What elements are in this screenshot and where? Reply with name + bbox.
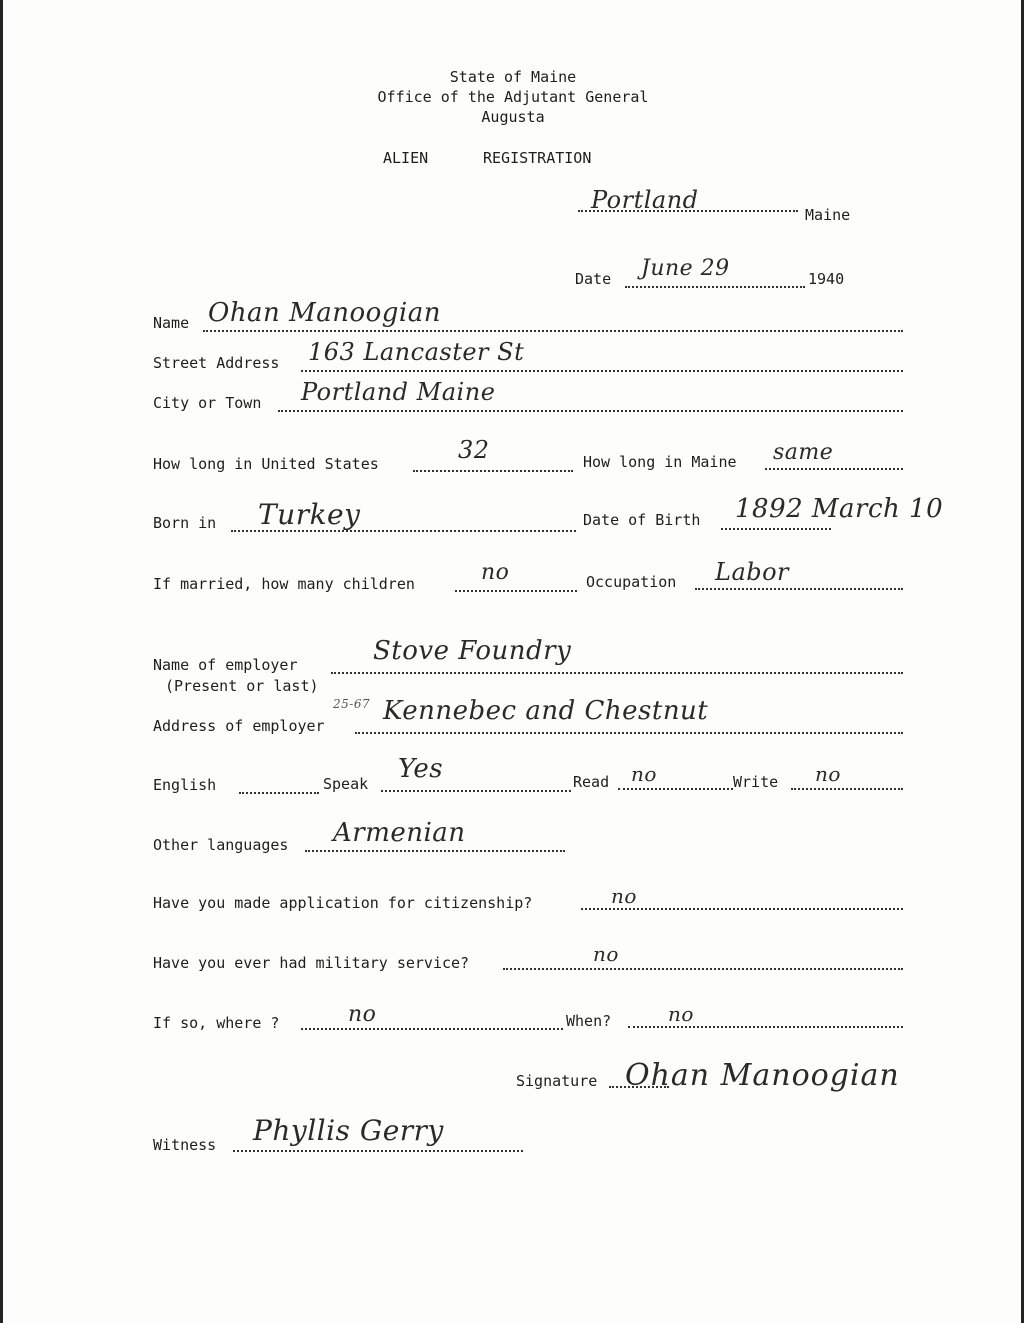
when-value: no xyxy=(668,1002,694,1026)
date-label: Date xyxy=(575,270,612,288)
born-label: Born in xyxy=(153,514,217,532)
military-dots xyxy=(503,952,903,970)
citizenship-value: no xyxy=(611,884,637,908)
header-city: Augusta xyxy=(481,108,545,126)
us-label: How long in United States xyxy=(153,455,379,473)
maine-value: same xyxy=(773,440,834,465)
street-label: Street Address xyxy=(153,354,280,372)
citizenship-label: Have you made application for citizenship? xyxy=(153,894,533,912)
where-label: If so, where ? xyxy=(153,1014,280,1032)
us-value: 32 xyxy=(458,436,490,464)
witness-value: Phyllis Gerry xyxy=(253,1114,444,1147)
name-label: Name xyxy=(153,314,190,332)
other-lang-label: Other languages xyxy=(153,836,289,854)
dob-label: Date of Birth xyxy=(583,511,701,529)
us-dots xyxy=(413,454,573,472)
emp-addr-value: Kennebec and Chestnut xyxy=(383,696,709,726)
maine-label: How long in Maine xyxy=(583,453,737,471)
signature-label: Signature xyxy=(516,1072,598,1090)
children-dots xyxy=(455,574,577,592)
children-value: no xyxy=(481,560,510,585)
employer-sublabel: (Present or last) xyxy=(165,677,319,695)
employer-label: Name of employer xyxy=(153,656,298,674)
speak-label: Speak xyxy=(323,775,369,793)
emp-addr-note: 25-67 xyxy=(333,697,371,711)
born-value: Turkey xyxy=(258,498,361,531)
speak-value: Yes xyxy=(398,754,444,784)
emp-addr-label: Address of employer xyxy=(153,717,325,735)
where-dots xyxy=(301,1012,563,1030)
street-value: 163 Lancaster St xyxy=(308,338,525,366)
title-alien: ALIEN xyxy=(383,149,429,167)
name-value: Ohan Manoogian xyxy=(208,298,441,328)
english-dots xyxy=(239,776,319,794)
location-state: Maine xyxy=(805,206,851,224)
occupation-label: Occupation xyxy=(586,573,677,591)
military-label: Have you ever had military service? xyxy=(153,954,470,972)
write-label: Write xyxy=(733,773,779,791)
signature-value: Ohan Manoogian xyxy=(625,1058,900,1093)
city-value: Portland Maine xyxy=(301,378,496,406)
where-value: no xyxy=(348,1002,377,1027)
city-label: City or Town xyxy=(153,394,262,412)
read-value: no xyxy=(631,762,657,786)
write-value: no xyxy=(815,762,841,786)
write-dots xyxy=(791,772,903,790)
occupation-value: Labor xyxy=(715,558,790,586)
date-value: June 29 xyxy=(641,256,730,281)
location-city: Portland xyxy=(591,186,699,214)
other-lang-value: Armenian xyxy=(333,818,466,848)
dob-value: 1892 March 10 xyxy=(735,494,944,524)
employer-value: Stove Foundry xyxy=(373,636,572,666)
date-year: 1940 xyxy=(808,270,845,288)
witness-label: Witness xyxy=(153,1136,217,1154)
english-label: English xyxy=(153,776,217,794)
military-value: no xyxy=(593,942,619,966)
header-state: State of Maine xyxy=(449,68,577,86)
when-label: When? xyxy=(566,1012,612,1030)
header-office: Office of the Adjutant General xyxy=(377,88,649,106)
read-label: Read xyxy=(573,773,610,791)
title-registration: REGISTRATION xyxy=(483,149,592,167)
children-label: If married, how many children xyxy=(153,575,415,593)
